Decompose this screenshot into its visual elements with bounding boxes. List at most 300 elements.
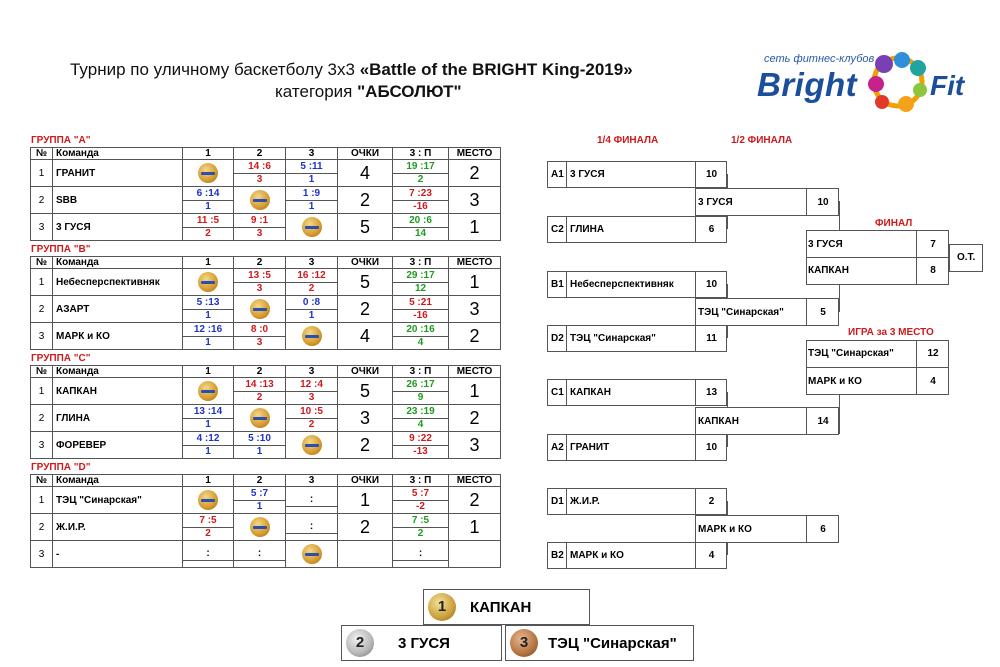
row-number: 3: [31, 214, 53, 241]
third-place-label: ИГРА за 3 МЕСТО: [848, 327, 934, 338]
group-label: ГРУППА "D": [31, 462, 91, 473]
quarterfinal-team: МАРК и КО: [570, 550, 624, 561]
match-cell: [234, 378, 286, 405]
match-points: 2: [286, 282, 337, 295]
match-points: 2: [183, 527, 233, 540]
column-header: Команда: [53, 366, 183, 378]
column-header: 3 : П: [393, 257, 449, 269]
quarterfinal-score: 10: [705, 442, 718, 453]
quarterfinal-score: 2: [708, 496, 715, 507]
match-score: 12 :16: [193, 323, 223, 335]
row-number: 2: [31, 514, 53, 541]
silver-medal-icon: [346, 629, 374, 657]
row-number: 1: [31, 160, 53, 187]
total-points: 2: [338, 187, 393, 214]
bracket-connector: [839, 285, 840, 312]
place: 2: [449, 487, 501, 514]
column-header: 1: [183, 257, 234, 269]
logo-word-bright: Bright: [757, 66, 858, 103]
goals-ratio: :: [418, 547, 423, 559]
semifinal-team: КАПКАН: [698, 416, 739, 427]
place: 1: [449, 214, 501, 241]
semifinal-label: 1/2 ФИНАЛА: [731, 135, 793, 146]
title-line-2: [275, 82, 462, 102]
match-points: 3: [286, 391, 337, 404]
match-points: 3: [234, 227, 285, 240]
match-points: [286, 506, 337, 507]
row-number: 3: [31, 541, 53, 568]
match-cell: [286, 160, 338, 187]
match-score: 13 :5: [248, 269, 271, 281]
bracket-connector: [566, 216, 567, 243]
match-points: 1: [183, 418, 233, 431]
score-difference: [393, 187, 449, 214]
team-name: -: [53, 541, 183, 568]
title-line-1: [70, 60, 633, 80]
match-points: [234, 560, 285, 561]
score-difference: [393, 541, 449, 568]
column-header: МЕСТО: [449, 366, 501, 378]
match-points: 1: [286, 309, 337, 322]
final-label: ФИНАЛ: [875, 218, 913, 229]
total-points: 2: [338, 432, 393, 459]
seed-code: C1: [551, 387, 564, 398]
score-difference: [393, 214, 449, 241]
column-header: 2: [234, 257, 286, 269]
group-header-row: [31, 475, 501, 487]
match-cell: [234, 405, 286, 432]
basketball-icon: [198, 381, 218, 401]
match-score: 4 :12: [196, 432, 220, 444]
group-header-row: [31, 257, 501, 269]
total-points: 4: [338, 323, 393, 350]
bracket-connector: [727, 501, 728, 515]
group-table: [30, 256, 501, 350]
column-header: 2: [234, 366, 286, 378]
table-row: [31, 160, 501, 187]
match-cell: [286, 269, 338, 296]
match-score: 5 :11: [300, 160, 323, 172]
team-name: АЗАРТ: [53, 296, 183, 323]
match-cell: [234, 214, 286, 241]
column-header: ОЧКИ: [338, 148, 393, 160]
goal-difference: 2: [393, 527, 448, 540]
total-points: 5: [338, 378, 393, 405]
match-score: :: [206, 547, 210, 559]
column-header: 1: [183, 366, 234, 378]
basketball-icon: [250, 408, 270, 428]
quarterfinal-score: 10: [705, 279, 718, 290]
semifinal-score: 6: [820, 524, 826, 535]
match-cell: [286, 405, 338, 432]
row-number: 1: [31, 487, 53, 514]
match-score: 14 :13: [245, 378, 274, 390]
podium-first: [423, 589, 590, 625]
match-cell: [234, 541, 286, 568]
bracket-connector: [727, 174, 728, 188]
bracket-connector: [727, 392, 728, 407]
group-table: [30, 147, 501, 241]
column-header: 3: [286, 475, 338, 487]
match-points: 3: [234, 173, 285, 186]
bracket-connector: [566, 271, 567, 298]
quarterfinal-score: 13: [705, 387, 718, 398]
table-row: [31, 187, 501, 214]
column-header: №: [31, 148, 53, 160]
match-cell: [234, 432, 286, 459]
team-name: ГРАНИТ: [53, 160, 183, 187]
podium-third-team: ТЭЦ "Синарская": [548, 635, 677, 652]
place: 1: [449, 378, 501, 405]
table-row: [31, 541, 501, 568]
table-row: [31, 378, 501, 405]
quarterfinal-team: КАПКАН: [570, 387, 611, 398]
goals-ratio: 20 :6: [409, 214, 432, 226]
category-name: "АБСОЛЮТ": [357, 82, 462, 101]
match-cell: [234, 296, 286, 323]
total-points: 3: [338, 405, 393, 432]
logo-word-fit: Fit: [930, 70, 965, 101]
final-score: 7: [930, 239, 936, 250]
team-name: Небесперспективняк: [53, 269, 183, 296]
goal-difference: 4: [393, 418, 448, 431]
column-header: 3: [286, 257, 338, 269]
semifinal-team: ТЭЦ "Синарская": [698, 307, 784, 318]
final-score: 8: [930, 265, 936, 276]
goal-difference: 4: [393, 336, 448, 349]
match-cell: [183, 405, 234, 432]
score-difference: [393, 323, 449, 350]
column-header: ОЧКИ: [338, 257, 393, 269]
basketball-icon: [302, 326, 322, 346]
third-place-score: 12: [927, 348, 939, 359]
column-header: 1: [183, 475, 234, 487]
match-points: [183, 560, 233, 561]
match-score: 5 :7: [250, 487, 269, 499]
match-score: 0 :8: [302, 296, 321, 308]
table-row: [31, 432, 501, 459]
match-score: 5 :10: [248, 432, 271, 444]
column-header: №: [31, 475, 53, 487]
third-place-team: МАРК и КО: [808, 376, 862, 387]
match-score: :: [309, 520, 314, 532]
quarterfinal-team: 3 ГУСЯ: [570, 169, 605, 180]
match-cell: [234, 160, 286, 187]
bracket-connector: [566, 325, 567, 352]
total-points: [338, 541, 393, 568]
column-header: МЕСТО: [449, 475, 501, 487]
match-cell: [286, 187, 338, 214]
table-row: [31, 487, 501, 514]
row-number: 1: [31, 269, 53, 296]
team-name: КАПКАН: [53, 378, 183, 405]
goals-ratio: 29 :17: [406, 269, 435, 281]
quarterfinal-team: Ж.И.Р.: [570, 496, 600, 507]
match-cell: [286, 541, 338, 568]
match-cell: [183, 541, 234, 568]
goal-difference: -2: [393, 500, 448, 513]
bracket-connector: [566, 161, 567, 188]
place: 3: [449, 296, 501, 323]
seed-code: A1: [551, 169, 564, 180]
basketball-icon: [302, 217, 322, 237]
match-cell: [183, 514, 234, 541]
bracket-connector: [839, 201, 840, 230]
goal-difference: -13: [393, 445, 448, 458]
total-points: 5: [338, 214, 393, 241]
quarterfinal-score: 4: [708, 550, 715, 561]
total-points: 2: [338, 514, 393, 541]
quarterfinal-team: ТЭЦ "Синарская": [570, 333, 656, 344]
match-cell: [183, 160, 234, 187]
row-number: 1: [31, 378, 53, 405]
bracket-connector: [566, 379, 567, 406]
match-cell: [234, 187, 286, 214]
goal-difference: 14: [393, 227, 448, 240]
match-score: 12 :4: [300, 378, 323, 390]
match-points: 2: [234, 391, 285, 404]
gold-medal-icon: [428, 593, 456, 621]
score-difference: [393, 160, 449, 187]
column-header: 3 : П: [393, 148, 449, 160]
basketball-icon: [302, 544, 322, 564]
podium-second: [341, 625, 502, 661]
bracket-connector: [727, 284, 728, 298]
bracket-connector: [839, 395, 840, 434]
quarterfinal-score: 6: [708, 224, 715, 235]
row-number: 2: [31, 296, 53, 323]
team-name: МАРК и КО: [53, 323, 183, 350]
match-score: 6 :14: [196, 187, 220, 199]
table-row: [31, 269, 501, 296]
goal-difference: -16: [393, 309, 448, 322]
bronze-medal-icon: [510, 629, 538, 657]
goals-ratio: 26 :17: [406, 378, 435, 390]
column-header: ОЧКИ: [338, 366, 393, 378]
place: 2: [449, 160, 501, 187]
goals-ratio: 7 :5: [411, 514, 430, 526]
team-name: ГЛИНА: [53, 405, 183, 432]
match-points: [286, 533, 337, 534]
table-row: [31, 296, 501, 323]
match-score: :: [309, 493, 314, 505]
match-cell: [234, 487, 286, 514]
column-header: Команда: [53, 257, 183, 269]
match-cell: [183, 187, 234, 214]
match-points: 1: [183, 200, 233, 213]
quarterfinal-team: ГРАНИТ: [570, 442, 610, 453]
match-cell: [183, 378, 234, 405]
match-cell: [286, 378, 338, 405]
semifinal-score: 10: [817, 197, 829, 208]
logo-splash-icon: [862, 50, 934, 114]
logo-tagline: сеть фитнес-клубов: [764, 53, 875, 65]
team-name: ТЭЦ "Синарская": [53, 487, 183, 514]
goal-difference: [393, 560, 448, 561]
goals-ratio: 5 :7: [411, 487, 430, 499]
basketball-icon: [198, 490, 218, 510]
match-cell: [234, 514, 286, 541]
match-cell: [183, 323, 234, 350]
match-cell: [183, 487, 234, 514]
goals-ratio: 19 :17: [406, 160, 435, 172]
match-score: 13 :14: [193, 405, 223, 417]
place: 1: [449, 514, 501, 541]
place: 2: [449, 405, 501, 432]
bracket-connector: [727, 326, 728, 338]
total-points: 4: [338, 160, 393, 187]
match-score: 5 :13: [196, 296, 220, 308]
match-cell: [286, 323, 338, 350]
match-score: :: [257, 547, 262, 559]
score-difference: [393, 514, 449, 541]
basketball-icon: [250, 517, 270, 537]
score-difference: [393, 378, 449, 405]
bracket-connector: [566, 488, 567, 515]
group-label: ГРУППА "С": [31, 353, 91, 364]
third-place-team: ТЭЦ "Синарская": [808, 348, 894, 359]
team-name: SBB: [53, 187, 183, 214]
goal-difference: 2: [393, 173, 448, 186]
score-difference: [393, 487, 449, 514]
group-table: [30, 474, 501, 568]
score-difference: [393, 269, 449, 296]
match-score: 9 :1: [250, 214, 269, 226]
basketball-icon: [302, 435, 322, 455]
goal-difference: 9: [393, 391, 448, 404]
seed-code: D2: [551, 333, 564, 344]
match-score: 16 :12: [297, 269, 326, 281]
column-header: МЕСТО: [449, 257, 501, 269]
column-header: Команда: [53, 148, 183, 160]
match-cell: [286, 487, 338, 514]
column-header: 3 : П: [393, 475, 449, 487]
seed-code: C2: [551, 224, 564, 235]
table-row: [31, 214, 501, 241]
bracket-connector: [806, 257, 949, 258]
row-number: 2: [31, 405, 53, 432]
place: [449, 541, 501, 568]
match-cell: [183, 269, 234, 296]
match-cell: [183, 214, 234, 241]
match-cell: [286, 296, 338, 323]
match-points: 2: [183, 227, 233, 240]
quarterfinal-team: ГЛИНА: [570, 224, 605, 235]
group-header-row: [31, 148, 501, 160]
bracket-connector: [727, 216, 728, 229]
match-score: 1 :9: [302, 187, 321, 199]
basketball-icon: [250, 299, 270, 319]
group-header-row: [31, 366, 501, 378]
match-score: 7 :5: [199, 514, 217, 526]
match-points: 1: [234, 500, 285, 513]
final-team: 3 ГУСЯ: [808, 239, 843, 250]
column-header: 3: [286, 366, 338, 378]
match-points: 1: [183, 445, 233, 458]
match-points: 1: [286, 173, 337, 186]
column-header: 2: [234, 148, 286, 160]
group-table: [30, 365, 501, 459]
match-points: 1: [183, 309, 233, 322]
match-cell: [183, 296, 234, 323]
semifinal-score: 14: [817, 416, 829, 427]
bracket-connector: [566, 542, 567, 569]
quarterfinal-score: 10: [705, 169, 718, 180]
bracket-connector: [806, 367, 949, 368]
match-points: 3: [234, 336, 285, 349]
column-header: МЕСТО: [449, 148, 501, 160]
category-label: категория: [275, 82, 358, 101]
match-score: 14 :6: [248, 160, 271, 172]
column-header: №: [31, 257, 53, 269]
group-label: ГРУППА "В": [31, 244, 91, 255]
title-event-name: «Battle of the BRIGHT King-2019»: [359, 60, 633, 79]
medal-number: 2: [355, 634, 365, 651]
quarterfinal-team: Небесперспективняк: [570, 279, 674, 290]
column-header: №: [31, 366, 53, 378]
total-points: 1: [338, 487, 393, 514]
podium-third: [505, 625, 694, 661]
total-points: 2: [338, 296, 393, 323]
semifinal-team: МАРК и КО: [698, 524, 752, 535]
third-place-score: 4: [930, 376, 936, 387]
match-score: 8 :0: [250, 323, 269, 335]
table-row: [31, 405, 501, 432]
total-points: 5: [338, 269, 393, 296]
match-cell: [183, 432, 234, 459]
semifinal-score: 5: [820, 307, 826, 318]
table-row: [31, 323, 501, 350]
column-header: 1: [183, 148, 234, 160]
semifinal-team: 3 ГУСЯ: [698, 197, 733, 208]
match-points: 3: [234, 282, 285, 295]
score-difference: [393, 405, 449, 432]
match-cell: [234, 269, 286, 296]
row-number: 3: [31, 432, 53, 459]
score-difference: [393, 296, 449, 323]
column-header: 3: [286, 148, 338, 160]
column-header: 3 : П: [393, 366, 449, 378]
seed-code: D1: [551, 496, 564, 507]
match-cell: [286, 432, 338, 459]
goals-ratio: 5 :21: [409, 296, 432, 308]
column-header: ОЧКИ: [338, 475, 393, 487]
team-name: ФОРЕВЕР: [53, 432, 183, 459]
match-points: 1: [286, 200, 337, 213]
place: 3: [449, 432, 501, 459]
team-name: 3 ГУСЯ: [53, 214, 183, 241]
group-label: ГРУППА "А": [31, 135, 91, 146]
place: 1: [449, 269, 501, 296]
table-row: [31, 514, 501, 541]
podium-first-team: КАПКАН: [470, 599, 532, 616]
match-cell: [286, 214, 338, 241]
medal-number: 3: [519, 634, 529, 651]
goals-ratio: 20 :16: [406, 323, 435, 335]
quarterfinal-label: 1/4 ФИНАЛА: [597, 135, 659, 146]
basketball-icon: [198, 272, 218, 292]
match-cell: [234, 323, 286, 350]
goal-difference: -16: [393, 200, 448, 213]
bracket-connector: [727, 543, 728, 555]
match-points: 2: [286, 418, 337, 431]
podium-second-team: 3 ГУСЯ: [398, 635, 450, 652]
column-header: 2: [234, 475, 286, 487]
basketball-icon: [250, 190, 270, 210]
row-number: 2: [31, 187, 53, 214]
final-team: КАПКАН: [808, 265, 849, 276]
match-cell: [286, 514, 338, 541]
